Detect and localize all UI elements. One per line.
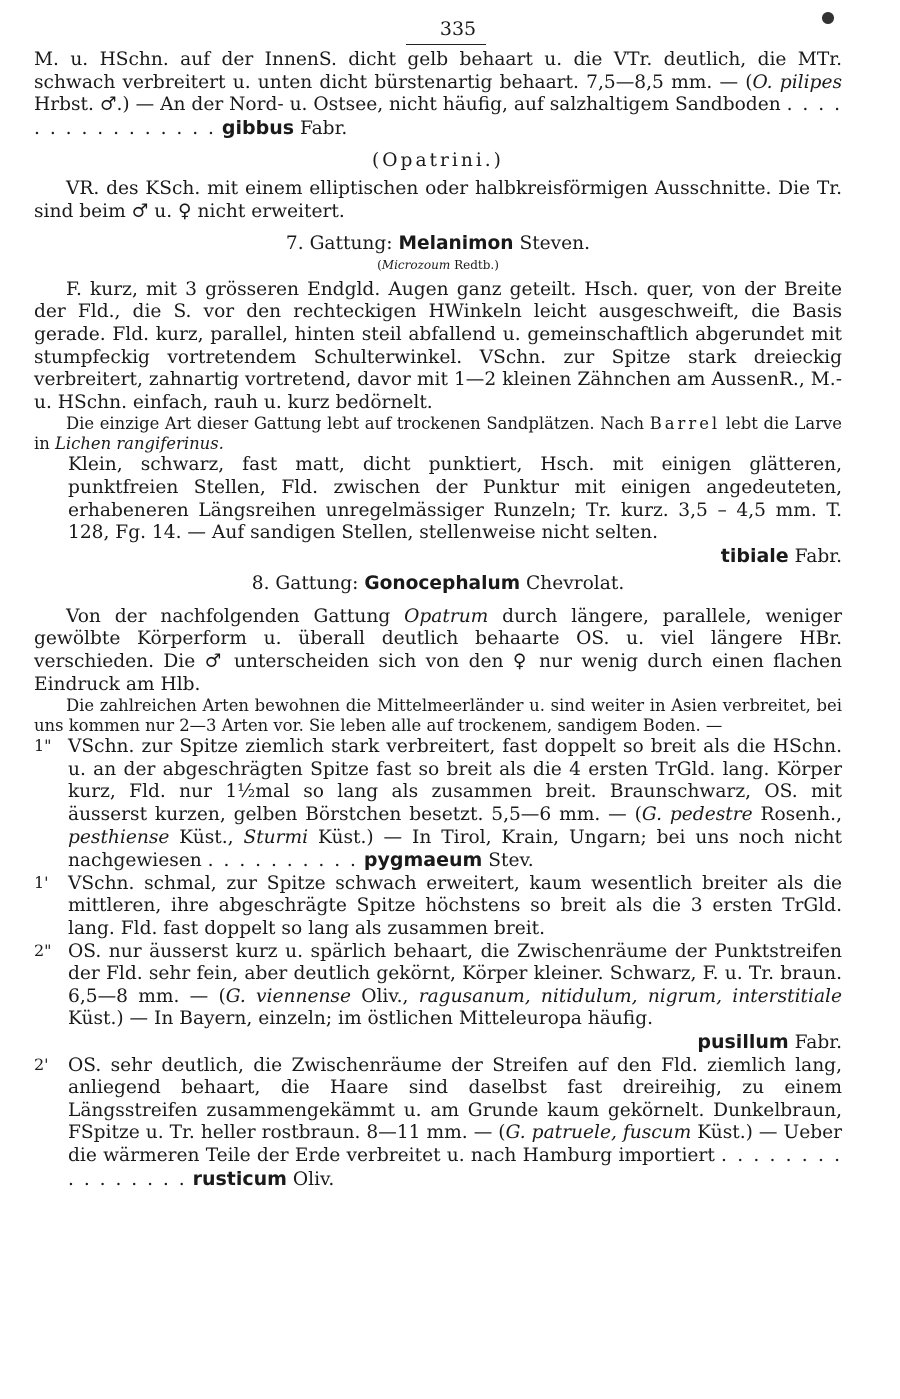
key-entry (34, 1055, 842, 1192)
synonym: Microzoum (381, 257, 451, 272)
text-span: Küst., (169, 826, 244, 848)
leader-dots: . . . . . . . . . . . . . . . . (68, 1144, 843, 1190)
text-span: OS. sehr deutlich, die Zwischenräume der Streifen auf den Fld. ziemlich lang, anliegend behaart, die Haare sind daselbst fast dreireihig, zu einem Längsstreifen zusammengekämmt u. am Grunde kaum gekörnelt. Dunkelbraun, FSpitze u. Tr. heller rostbraun. 8—11 mm. — ( (68, 1054, 842, 1144)
key-text (68, 736, 842, 873)
text-span: Hrbst. ♂.) — An der Nord- u. Ostsee, nicht häufig, auf salzhaltigem Sandboden (34, 94, 781, 116)
species-name: gibbus (221, 116, 295, 139)
species-name: pusillum (697, 1030, 789, 1053)
text-span: Rosenh., (752, 804, 843, 826)
tribe-heading: (Opatrini.) (372, 150, 504, 172)
gibbus-description (34, 49, 842, 140)
italic-text: G. viennense (225, 985, 351, 1007)
key-entry (34, 941, 842, 1055)
species-name: pygmaeum (363, 849, 483, 872)
species-name: tibiale (720, 544, 789, 567)
text-span: Küst.) — Ueber die wärmeren Teile der Erde verbreitet u. nach Hamburg importiert (68, 1122, 842, 1166)
species-name: rusticum (192, 1167, 287, 1190)
genus-author: Steven. (519, 233, 591, 255)
page-number: 335 (439, 18, 477, 40)
page-number-rule (406, 44, 486, 45)
text-span: Oliv., (350, 985, 419, 1007)
key-number: 1" (34, 736, 52, 756)
species-author: Fabr. (299, 117, 348, 139)
person-name: Barrel (649, 414, 721, 434)
species-author: Stev. (488, 850, 534, 872)
text-span: Von der nachfolgenden Gattung (66, 605, 405, 627)
genus-note: Die zahlreichen Arten bewohnen die Mittelmeerländer u. sind weiter in Asien verbreitet, bei uns kommen nur 2—3 Arten vor. Sie leben alle auf trockenem, sandigem Boden. — (34, 696, 842, 736)
text-span: M. u. HSchn. auf der InnenS. dicht gelb behaart u. die VTr. deutlich, die MTr. schwach verbreitert u. unten dicht bürstenartig behaart. 7,5—8,5 mm. — ( (34, 49, 842, 93)
tribe-text: VR. des KSch. mit einem elliptischen oder halbkreisförmigen Ausschnitte. Die Tr. sind beim ♂ u. ♀ nicht erweitert. (34, 177, 842, 222)
text-span: VSchn. zur Spitze ziemlich stark verbreitert, fast doppelt so breit als die HSchn. u. an der abgeschrägten Spitze fast so breit als die 4 ersten TrGld. lang. Körper kurz, Fld. nur 1½mal so lang als zusammen breit. Braunschwarz, OS. mit äusserst kurzen, gelben Börstchen besetzt. 5,5—6 mm. — ( (68, 736, 842, 826)
leader-dots: . . . . . . . . . . . . . . . . (34, 94, 842, 139)
genus-description: F. kurz, mit 3 grösseren Endgld. Augen ganz geteilt. Hsch. quer, von der Breite der Fld., die S. vor den rechteckigen HWinkeln leicht ausgeschweift, die Basis gerade. Fld. kurz, parallel, hinten steil abfallend u. gemeinschaftlich abgerundet mit stumpfeckig vortretendem Schulterwinkel. VSchn. zur Spitze stark dreieckig verbreitert, zahnartig vortretend, davor mit 1—2 kleinen Zähnchen am AussenR., M.- u. HSchn. einfach, rauh u. kurz bedörnelt. (34, 278, 842, 413)
text-span: durch längere, parallele, weniger gewölbte Körperform u. überall deutlich behaarte OS. u. viel längere HBr. verschieden. Die ♂ unterscheiden sich von den ♀ nur wenig durch einen flachen Eindruck am Hlb. (34, 605, 842, 695)
italic-text: pesthiense (68, 826, 170, 848)
text-span: Die einzige Art dieser Gattung lebt auf trockenen Sandplätzen. Nach (66, 414, 650, 434)
italic-text: G. patruele, fuscum (505, 1122, 692, 1144)
genus-note (34, 414, 842, 454)
genus-description (34, 606, 842, 696)
genus-name: Gonocephalum (364, 573, 521, 595)
text-span: OS. nur äusserst kurz u. spärlich behaart, die Zwischenräume der Punktstreifen der Fld. sehr fein, aber deutlich gekörnt, Körper kleiner. Schwarz, F. u. Tr. braun. 6,5—8 mm. — ( (68, 940, 842, 1007)
text-span: ( (377, 257, 382, 272)
species-author: Oliv. (292, 1168, 335, 1190)
page (34, 18, 842, 1191)
synonym: O. pilipes (752, 71, 842, 93)
species-author: Fabr. (794, 545, 842, 567)
key-entry (34, 873, 842, 941)
genus-name: Melanimon (398, 233, 514, 255)
italic-text: Sturmi (243, 826, 309, 848)
genus-author: Chevrolat. (526, 573, 625, 595)
italic-text: ragusanum, nitidulum, nigrum, interstitiale (418, 985, 842, 1007)
key-entry (34, 736, 842, 873)
text-span: Redtb.) (454, 257, 499, 272)
genus-prefix: 8. Gattung: (251, 573, 359, 595)
key-number: 1' (34, 872, 49, 892)
italic-text: Lichen rangiferinus. (55, 434, 224, 454)
species-description: Klein, schwarz, fast matt, dicht punktiert, Hsch. mit einigen glätteren, punktfreien Stellen, Fld. zwischen der Punktur mit einigen angedeuteten, erhabeneren Längsreihen unregelmässiger Runzeln; Tr. kurz. 3,5 – 4,5 mm. T. 128, Fg. 14. — Auf sandigen Stellen, stellenweise nicht selten. (68, 454, 842, 544)
genus-synonym (34, 256, 842, 274)
text-span: Küst.) — In Bayern, einzeln; im östlichen Mitteleuropa häufig. (68, 1008, 654, 1030)
text-span: lebt die Larve in (34, 414, 842, 454)
key-text (68, 1055, 842, 1192)
species-line (34, 545, 842, 569)
text-span: Küst.) — In Tirol, Krain, Ungarn; bei uns noch nicht nachgewiesen (68, 826, 842, 872)
species-line (68, 1031, 842, 1055)
italic-text: Opatrum (404, 605, 489, 627)
key-text: VSchn. schmal, zur Spitze schwach erweitert, kaum wesentlich breiter als die mittleren, ihre abgeschrägte Spitze höchstens so breit als die 3 ersten TrGld. lang. Fld. fast doppelt so lang als zusammen breit. (68, 872, 842, 939)
key-text (68, 941, 842, 1031)
key-number: 2' (34, 1054, 49, 1074)
italic-text: G. pedestre (641, 804, 753, 826)
leader-dots: . . . . . . . . . . (207, 850, 358, 872)
genus-heading (34, 233, 842, 256)
genus-heading (34, 573, 842, 596)
key-number: 2" (34, 940, 52, 960)
species-author: Fabr. (794, 1031, 842, 1053)
genus-prefix: 7. Gattung: (285, 233, 393, 255)
